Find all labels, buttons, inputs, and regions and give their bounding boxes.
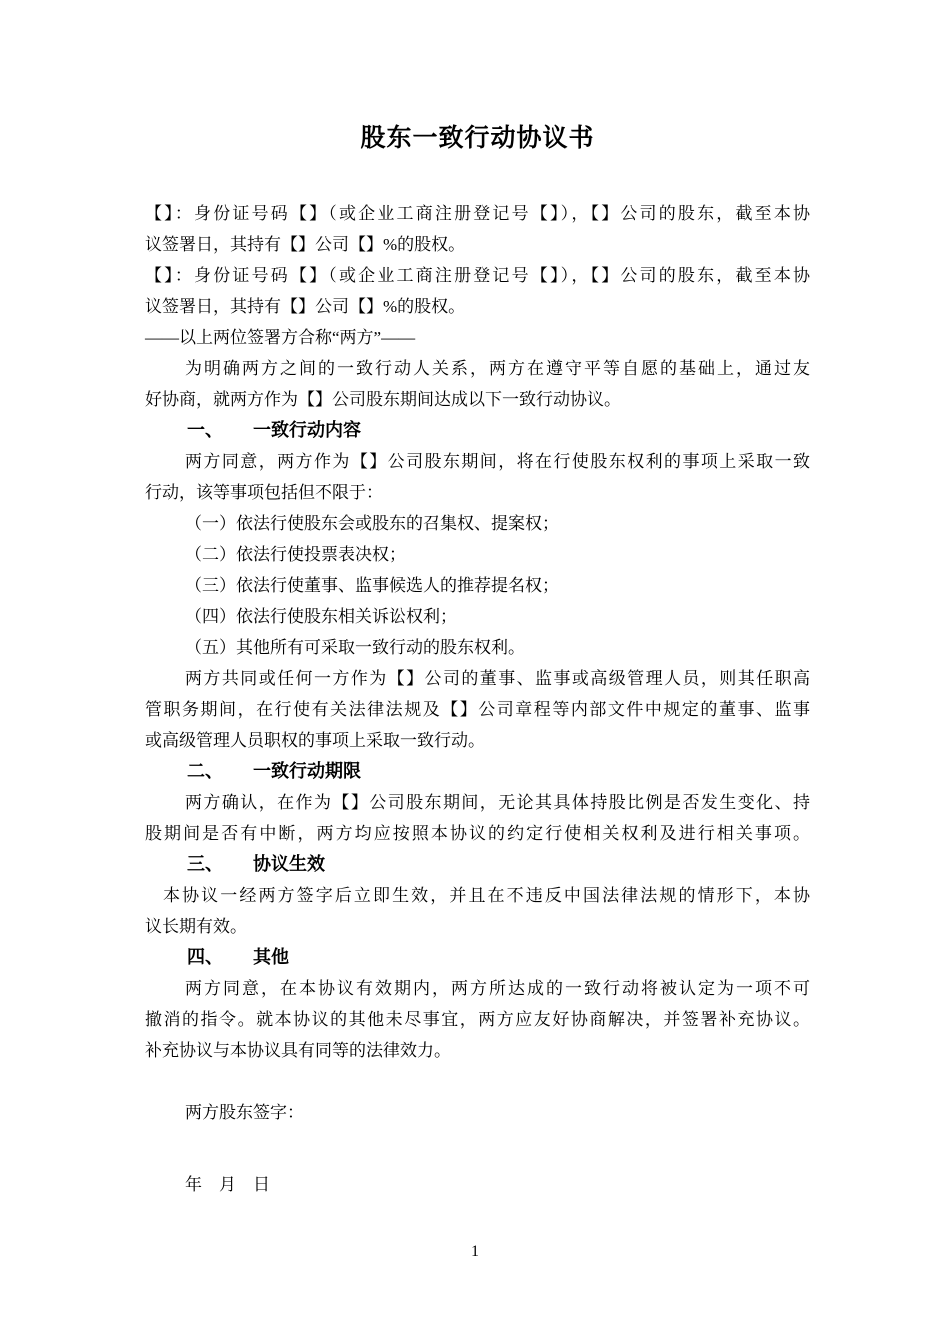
party-b-intro-line-2: 议签署日，其持有【】公司【】%的股权。 (145, 297, 466, 316)
section-3-heading (145, 849, 810, 880)
section-1-item-4: （四）依法行使股东相关诉讼权利； (185, 607, 457, 626)
section-4-para-line-1: 两方同意，在本协议有效期内，两方所达成的一致行动将被认定为一项不可 (185, 979, 810, 998)
section-1-item-2: （二）依法行使投票表决权； (185, 545, 406, 564)
section-1-para-line-1: 两方同意，两方作为【】公司股东期间，将在行使股东权利的事项上采取一致 (185, 452, 810, 471)
section-1-item-5: （五）其他所有可采取一致行动的股东权利。 (185, 638, 525, 657)
section-1-para2-line-1: 两方共同或任何一方作为【】公司的董事、监事或高级管理人员，则其任职高 (185, 669, 810, 688)
section-1-item-3: （三）依法行使董事、监事候选人的推荐提名权； (185, 576, 559, 595)
party-a-intro-line-1: 【】：身份证号码【】（或企业工商注册登记号【】），【】公司的股东，截至本协 (145, 204, 810, 223)
document-content (145, 118, 810, 1200)
section-2-para-line-1: 两方确认，在作为【】公司股东期间，无论其具体持股比例是否发生变化、持 (185, 793, 810, 812)
document-body (145, 198, 810, 1200)
section-3-para-line-2: 议长期有效。 (145, 917, 247, 936)
section-title: 一致行动内容 (253, 420, 361, 440)
section-4-para-line-2: 撤消的指令。就本协议的其他未尽事宜，两方应友好协商解决，并签署补充协议。 (145, 1010, 810, 1029)
section-1-heading (145, 415, 810, 446)
party-a-intro-line-2: 议签署日，其持有【】公司【】%的股权。 (145, 235, 466, 254)
signature-label: 两方股东签字： (185, 1103, 304, 1122)
section-number: 四、 (187, 947, 223, 967)
section-number: 二、 (187, 761, 223, 781)
page-number: 1 (471, 1243, 479, 1260)
section-number: 一、 (187, 420, 223, 440)
section-title: 协议生效 (253, 854, 325, 874)
document-title: 股东一致行动协议书 (360, 124, 595, 152)
preamble-line-2: 好协商，就两方作为【】公司股东期间达成以下一致行动协议。 (145, 390, 621, 409)
section-title: 其他 (253, 947, 289, 967)
date-line: 年 月 日 (185, 1175, 270, 1194)
section-2-para-line-2: 股期间是否有中断，两方均应按照本协议的约定行使相关权利及进行相关事项。 (145, 824, 810, 843)
blank-line (145, 1066, 810, 1097)
section-1-para-line-2: 行动，该等事项包括但不限于： (145, 483, 383, 502)
section-1-item-1: （一）依法行使股东会或股东的召集权、提案权； (185, 514, 559, 533)
section-1-para2-line-3: 或高级管理人员职权的事项上采取一致行动。 (145, 731, 485, 750)
section-2-heading (145, 756, 810, 787)
blank-line (145, 1128, 810, 1159)
preamble-line-1: 为明确两方之间的一致行动人关系，两方在遵守平等自愿的基础上，通过友 (185, 359, 810, 378)
party-b-intro-line-1: 【】：身份证号码【】（或企业工商注册登记号【】），【】公司的股东，截至本协 (145, 266, 810, 285)
section-4-para-line-3: 补充协议与本协议具有同等的法律效力。 (145, 1041, 451, 1060)
section-number: 三、 (187, 854, 223, 874)
section-3-para-line-1: 本协议一经两方签字后立即生效，并且在不违反中国法律法规的情形下，本协 (163, 886, 810, 905)
section-1-para2-line-2: 管职务期间，在行使有关法律法规及【】公司章程等内部文件中规定的董事、监事 (145, 700, 810, 719)
section-title: 一致行动期限 (253, 761, 361, 781)
section-4-heading (145, 942, 810, 973)
parties-alias-line: ——以上两位签署方合称“两方”—— (145, 328, 416, 347)
